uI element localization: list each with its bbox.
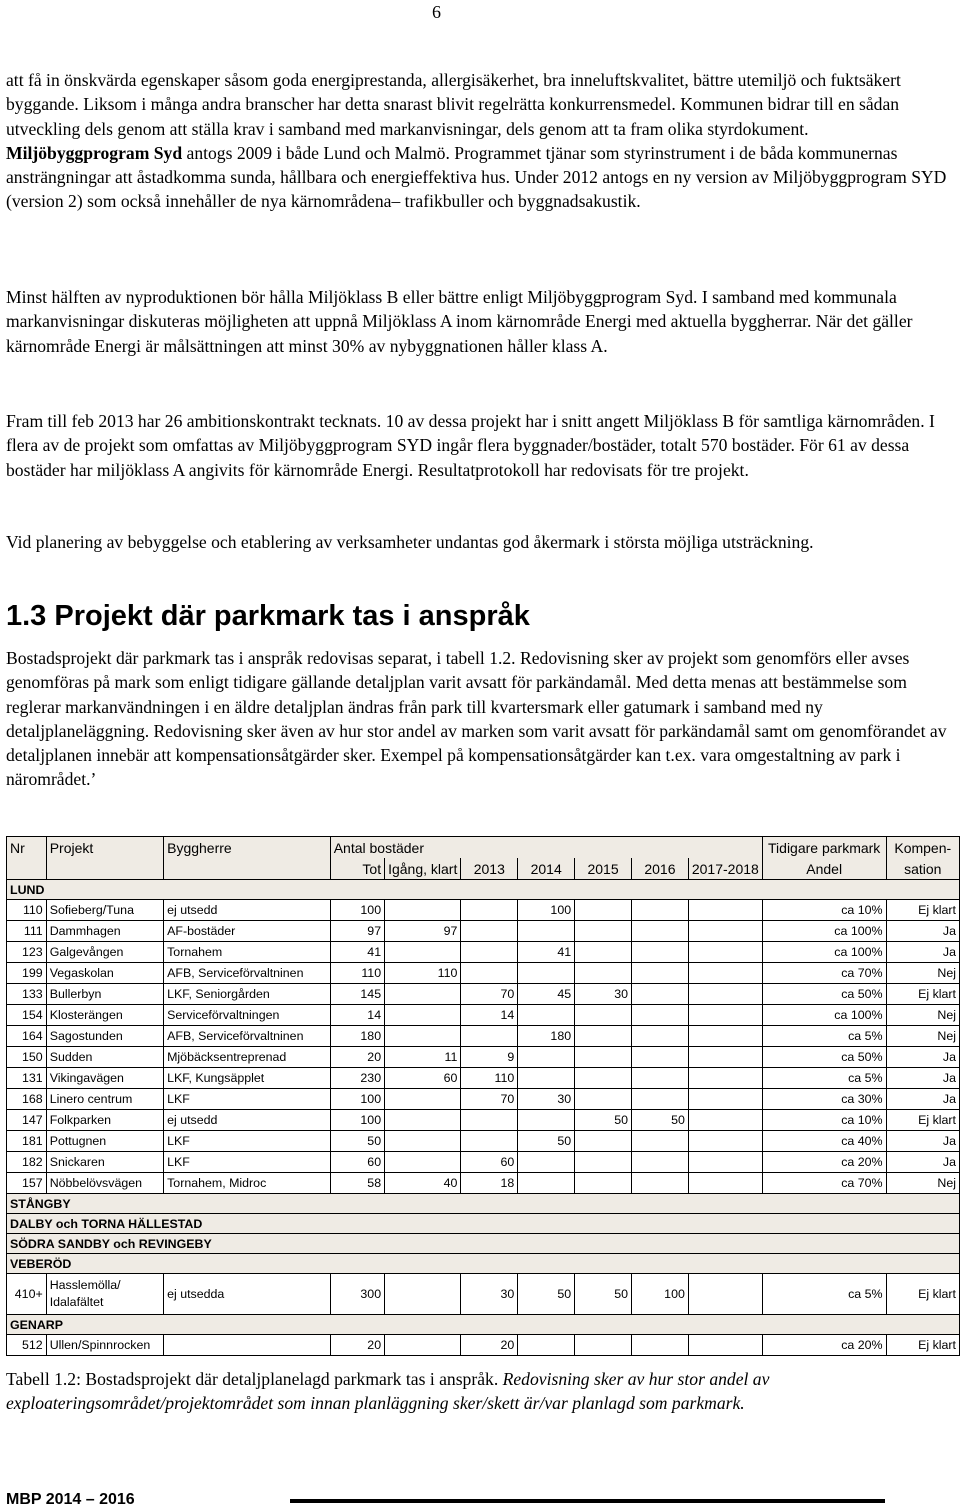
cell-2016	[631, 984, 688, 1005]
paragraph-intro-part2: antogs 2009 i både Lund och Malmö. Programmet tjänar som styrinstrument i de båda kommunernas ansträngningar att åstadkomma sunda, hållbara och energieffektiva hus. Under 2012 antogs en ny version av Miljöbyggprogram SYD (version 2) som också innehåller de nya kärnområdena– trafikbuller och byggnadsakustik.	[6, 142, 947, 212]
cell-2015	[575, 1173, 632, 1194]
cell-2013	[461, 963, 518, 984]
cell-2013	[461, 900, 518, 921]
cell-2013: 18	[461, 1173, 518, 1194]
paragraph-intro	[6, 68, 950, 214]
page-number: 6	[432, 2, 441, 22]
cell-byggherre: AF-bostäder	[164, 921, 331, 942]
cell-kompensation: Ej klart	[886, 900, 959, 921]
cell-kompensation: Nej	[886, 1026, 959, 1047]
cell-2016	[631, 1068, 688, 1089]
cell-2016	[631, 963, 688, 984]
cell-2014	[518, 1005, 575, 1026]
cell-nr: 150	[7, 1047, 47, 1068]
cell-tot: 100	[330, 1110, 384, 1131]
cell-2013: 60	[461, 1152, 518, 1173]
section-label-sodra-sandby: SÖDRA SANDBY och REVINGEBY	[7, 1234, 960, 1254]
cell-projekt: Snickaren	[46, 1152, 163, 1173]
cell-tot: 14	[330, 1005, 384, 1026]
cell-projekt: Folkparken	[46, 1110, 163, 1131]
cell-byggherre: Tornahem, Midroc	[164, 1173, 331, 1194]
cell-2016	[631, 1335, 688, 1356]
cell-kompensation: Ja	[886, 942, 959, 963]
cell-nr: 157	[7, 1173, 47, 1194]
cell-2013: 14	[461, 1005, 518, 1026]
cell-igang	[385, 1152, 461, 1173]
cell-byggherre: LKF	[164, 1089, 331, 1110]
cell-2016: 100	[631, 1274, 688, 1315]
cell-igang	[385, 1131, 461, 1152]
cell-byggherre: Mjöbäcksentreprenad	[164, 1047, 331, 1068]
cell-nr: 131	[7, 1068, 47, 1089]
cell-2017	[688, 942, 762, 963]
cell-2013	[461, 1026, 518, 1047]
cell-byggherre: LKF	[164, 1131, 331, 1152]
cell-igang	[385, 1274, 461, 1315]
cell-2013: 9	[461, 1047, 518, 1068]
header-blank	[164, 858, 331, 880]
cell-2014	[518, 1335, 575, 1356]
section-row-lund	[7, 880, 960, 900]
paragraph-akermark: Vid planering av bebyggelse och etablering av verksamheter undantas god åkermark i största möjliga utsträckning.	[6, 532, 814, 552]
cell-tot: 145	[330, 984, 384, 1005]
cell-2014: 100	[518, 900, 575, 921]
cell-kompensation: Ja	[886, 921, 959, 942]
cell-byggherre: Serviceförvaltningen	[164, 1005, 331, 1026]
table-row	[7, 1335, 960, 1356]
table-row	[7, 1026, 960, 1047]
cell-andel: ca 100%	[762, 1005, 886, 1026]
cell-2016	[631, 1026, 688, 1047]
header-igang: Igång, klart	[385, 858, 461, 880]
cell-nr: 147	[7, 1110, 47, 1131]
cell-tot: 20	[330, 1335, 384, 1356]
cell-2015	[575, 1026, 632, 1047]
header-blank	[7, 858, 47, 880]
table-row	[7, 1005, 960, 1026]
cell-2016: 50	[631, 1110, 688, 1131]
cell-kompensation: Nej	[886, 1173, 959, 1194]
header-antal-bostader: Antal bostäder	[330, 837, 762, 859]
cell-kompensation: Ja	[886, 1068, 959, 1089]
cell-nr: 168	[7, 1089, 47, 1110]
cell-tot: 100	[330, 900, 384, 921]
table-row	[7, 984, 960, 1005]
cell-2016	[631, 1173, 688, 1194]
cell-2016	[631, 1131, 688, 1152]
cell-2015	[575, 963, 632, 984]
table-row	[7, 900, 960, 921]
header-nr: Nr	[7, 837, 47, 859]
cell-2015	[575, 1089, 632, 1110]
cell-2017	[688, 1274, 762, 1315]
section-row-sodra-sandby	[7, 1234, 960, 1254]
cell-kompensation: Nej	[886, 1005, 959, 1026]
cell-tot: 58	[330, 1173, 384, 1194]
cell-2013	[461, 1131, 518, 1152]
cell-igang	[385, 1005, 461, 1026]
section-row-veberod	[7, 1254, 960, 1274]
cell-kompensation: Nej	[886, 963, 959, 984]
cell-2014	[518, 1110, 575, 1131]
cell-nr: 123	[7, 942, 47, 963]
paragraph-parkmark: Bostadsprojekt där parkmark tas i anspråk redovisas separat, i tabell 1.2. Redovisning sker av projekt som genomförs eller avses genomföras på mark som enligt tidigare gällande detaljplan varit avsatt för parkändamål. Med detta menas att bestämmelse som reglerar markanvändningen i en äldre detaljplan ändras från park till kvartersmark eller gatumark i samband med ny detaljplaneläggning. Redovisning sker även av hur stor andel av marken som varit avsatt för parkändamål samt om genomförandet av detaljplanen innebär att kompensationsåtgärder sker. Exempel på kompensationsåtgärder kan t.ex. vara omgestaltning av park i närområdet.’	[6, 648, 947, 790]
cell-projekt: Linero centrum	[46, 1089, 163, 1110]
cell-andel: ca 30%	[762, 1089, 886, 1110]
cell-projekt: Pottugnen	[46, 1131, 163, 1152]
section-label-veberod: VEBERÖD	[7, 1254, 960, 1274]
cell-2015	[575, 921, 632, 942]
cell-byggherre: ej utsedd	[164, 1110, 331, 1131]
cell-2014: 50	[518, 1274, 575, 1315]
cell-igang: 40	[385, 1173, 461, 1194]
cell-tot: 50	[330, 1131, 384, 1152]
header-byggherre: Byggherre	[164, 837, 331, 859]
cell-projekt: Dammhagen	[46, 921, 163, 942]
cell-andel: ca 70%	[762, 963, 886, 984]
table-row	[7, 1274, 960, 1315]
cell-2013	[461, 921, 518, 942]
header-projekt: Projekt	[46, 837, 163, 859]
footer-rule	[290, 1499, 885, 1503]
cell-andel: ca 100%	[762, 921, 886, 942]
cell-2015	[575, 1047, 632, 1068]
section-heading: 1.3 Projekt där parkmark tas i anspråk	[6, 600, 530, 632]
cell-byggherre: ej utsedd	[164, 900, 331, 921]
cell-2015	[575, 1152, 632, 1173]
cell-projekt: Vikingavägen	[46, 1068, 163, 1089]
cell-2016	[631, 1047, 688, 1068]
table-row	[7, 1173, 960, 1194]
header-2014: 2014	[518, 858, 575, 880]
header-tot: Tot	[330, 858, 384, 880]
paragraph-miljoklass: Minst hälften av nyproduktionen bör hålla Miljöklass B eller bättre enligt Miljöbyggprogram Syd. I samband med kommunala markanvisningar diskuteras möjligheten att uppnå Miljöklass A inom kärnområde Energi med aktuella byggherrar. När det gäller kärnområde Energi är målsättningen att minst 30% av nybyggnationen håller klass A.	[6, 287, 913, 356]
cell-nr: 110	[7, 900, 47, 921]
cell-2014: 50	[518, 1131, 575, 1152]
cell-andel: ca 10%	[762, 900, 886, 921]
cell-andel: ca 10%	[762, 1110, 886, 1131]
paragraph-ambitionskontrakt: Fram till feb 2013 har 26 ambitionskontrakt tecknats. 10 av dessa projekt har i snitt angett Miljöklass B för samtliga kärnområden. I flera av de projekt som omfattas av Miljöbyggprogram SYD ingår flera byggnader/bostäder, totalt 570 bostäder. För 61 av dessa bostäder har miljöklass A angivits för kärnområde Energi. Resultatprotokoll har redovisats för tre projekt.	[6, 411, 935, 480]
cell-igang: 60	[385, 1068, 461, 1089]
cell-projekt: Nöbbelövsvägen	[46, 1173, 163, 1194]
section-row-dalby	[7, 1214, 960, 1234]
header-andel: Andel	[762, 858, 886, 880]
cell-2015: 50	[575, 1274, 632, 1315]
cell-2013	[461, 1110, 518, 1131]
cell-2015	[575, 1068, 632, 1089]
cell-2017	[688, 900, 762, 921]
cell-2016	[631, 1089, 688, 1110]
cell-tot: 180	[330, 1026, 384, 1047]
cell-2016	[631, 1005, 688, 1026]
table-row	[7, 1131, 960, 1152]
section-label-dalby: DALBY och TORNA HÄLLESTAD	[7, 1214, 960, 1234]
cell-projekt: Vegaskolan	[46, 963, 163, 984]
cell-2015	[575, 1335, 632, 1356]
cell-tot: 110	[330, 963, 384, 984]
cell-projekt: Sofieberg/Tuna	[46, 900, 163, 921]
cell-igang: 11	[385, 1047, 461, 1068]
cell-andel: ca 5%	[762, 1068, 886, 1089]
cell-nr: 512	[7, 1335, 47, 1356]
cell-2017	[688, 1068, 762, 1089]
table-row	[7, 1068, 960, 1089]
cell-kompensation: Ej klart	[886, 1335, 959, 1356]
cell-2014	[518, 1047, 575, 1068]
section-row-genarp	[7, 1315, 960, 1335]
parkmark-table	[6, 836, 960, 1356]
cell-kompensation: Ja	[886, 1131, 959, 1152]
cell-nr: 111	[7, 921, 47, 942]
table-row	[7, 1047, 960, 1068]
cell-2017	[688, 1005, 762, 1026]
cell-byggherre: AFB, Serviceförvaltninen	[164, 963, 331, 984]
cell-andel: ca 50%	[762, 1047, 886, 1068]
cell-tot: 60	[330, 1152, 384, 1173]
cell-andel: ca 5%	[762, 1274, 886, 1315]
table-row	[7, 942, 960, 963]
cell-andel: ca 20%	[762, 1152, 886, 1173]
section-label-genarp: GENARP	[7, 1315, 960, 1335]
cell-2016	[631, 1152, 688, 1173]
cell-nr: 410+	[7, 1274, 47, 1315]
cell-kompensation: Ej klart	[886, 1110, 959, 1131]
cell-projekt: Sudden	[46, 1047, 163, 1068]
cell-byggherre: LKF, Seniorgården	[164, 984, 331, 1005]
cell-2017	[688, 1047, 762, 1068]
cell-2014: 41	[518, 942, 575, 963]
cell-2017	[688, 1173, 762, 1194]
section-row-stangby	[7, 1194, 960, 1214]
cell-igang	[385, 1089, 461, 1110]
header-2015: 2015	[575, 858, 632, 880]
cell-andel: ca 50%	[762, 984, 886, 1005]
cell-andel: ca 40%	[762, 1131, 886, 1152]
cell-igang	[385, 1110, 461, 1131]
header-2013: 2013	[461, 858, 518, 880]
section-label-lund: LUND	[7, 880, 960, 900]
cell-byggherre	[164, 1335, 331, 1356]
cell-2015	[575, 942, 632, 963]
cell-kompensation: Ja	[886, 1089, 959, 1110]
cell-igang	[385, 900, 461, 921]
cell-projekt-line1: Hasslemölla/	[49, 1278, 121, 1292]
cell-2013: 30	[461, 1274, 518, 1315]
cell-byggherre: Tornahem	[164, 942, 331, 963]
cell-igang	[385, 1026, 461, 1047]
lund-rows	[7, 900, 960, 1194]
cell-projekt: Sagostunden	[46, 1026, 163, 1047]
cell-igang	[385, 984, 461, 1005]
cell-2016	[631, 900, 688, 921]
header-2016: 2016	[631, 858, 688, 880]
cell-kompensation: Ja	[886, 1047, 959, 1068]
header-kompensation-1: Kompen-	[886, 837, 959, 859]
cell-2014: 180	[518, 1026, 575, 1047]
paragraph-intro-part1: att få in önskvärda egenskaper såsom goda energiprestanda, allergisäkerhet, bra inneluftskvalitet, bättre utemiljö och fuktsäkert byggande. Liksom i många andra branscher har detta snarast blivit regelrätta konkurrensmedel. Kommunen bidrar till en sådan utveckling dels genom att ställa krav i samband med markanvisningar, dels genom att ta fram olika styrdokument.	[6, 70, 901, 139]
cell-2017	[688, 1131, 762, 1152]
cell-2015	[575, 900, 632, 921]
cell-2014	[518, 1068, 575, 1089]
cell-igang	[385, 1335, 461, 1356]
cell-2017	[688, 984, 762, 1005]
cell-igang: 110	[385, 963, 461, 984]
table-caption	[6, 1367, 950, 1416]
cell-2013: 20	[461, 1335, 518, 1356]
cell-tot: 41	[330, 942, 384, 963]
cell-2013: 70	[461, 984, 518, 1005]
table-header-row-2	[7, 858, 960, 880]
cell-2014	[518, 921, 575, 942]
header-2017-2018: 2017-2018	[688, 858, 762, 880]
header-tidigare-parkmark: Tidigare parkmark	[762, 837, 886, 859]
cell-tot: 20	[330, 1047, 384, 1068]
cell-byggherre: LKF	[164, 1152, 331, 1173]
table-row	[7, 1152, 960, 1173]
cell-2015	[575, 1005, 632, 1026]
miljobyggprogram-bold: Miljöbyggprogram Syd	[6, 142, 183, 163]
cell-byggherre: LKF, Kungsäpplet	[164, 1068, 331, 1089]
cell-2017	[688, 963, 762, 984]
cell-andel: ca 20%	[762, 1335, 886, 1356]
table-row	[7, 921, 960, 942]
cell-nr: 199	[7, 963, 47, 984]
cell-2017	[688, 1152, 762, 1173]
cell-projekt	[46, 1274, 163, 1315]
header-blank	[46, 858, 163, 880]
cell-kompensation: Ej klart	[886, 1274, 959, 1315]
cell-2015	[575, 1131, 632, 1152]
cell-igang: 97	[385, 921, 461, 942]
cell-igang	[385, 942, 461, 963]
cell-2017	[688, 1089, 762, 1110]
table-row	[7, 1089, 960, 1110]
cell-2015: 30	[575, 984, 632, 1005]
cell-tot: 300	[330, 1274, 384, 1315]
table-row	[7, 1110, 960, 1131]
cell-byggherre: ej utsedda	[164, 1274, 331, 1315]
cell-2014	[518, 1173, 575, 1194]
cell-2017	[688, 1335, 762, 1356]
cell-projekt: Ullen/Spinnrocken	[46, 1335, 163, 1356]
cell-nr: 154	[7, 1005, 47, 1026]
cell-andel: ca 70%	[762, 1173, 886, 1194]
cell-projekt-line2: Idalafältet	[49, 1295, 104, 1309]
cell-kompensation: Ja	[886, 1152, 959, 1173]
header-kompensation-2: sation	[886, 858, 959, 880]
section-label-stangby: STÅNGBY	[7, 1194, 960, 1214]
cell-nr: 164	[7, 1026, 47, 1047]
cell-2017	[688, 1110, 762, 1131]
cell-2016	[631, 921, 688, 942]
caption-title: Tabell 1.2: Bostadsprojekt där detaljplanelagd parkmark tas i anspråk.	[6, 1369, 503, 1389]
cell-byggherre: AFB, Serviceförvaltninen	[164, 1026, 331, 1047]
caption-note: Redovisning sker av hur stor andel av exploateringsområdet/projektområdet som innan planläggning sker/skett är/var planlagd som parkmark.	[6, 1369, 770, 1414]
cell-2013: 110	[461, 1068, 518, 1089]
table-header-row-1	[7, 837, 960, 859]
cell-tot: 100	[330, 1089, 384, 1110]
cell-tot: 97	[330, 921, 384, 942]
cell-tot: 230	[330, 1068, 384, 1089]
cell-2014	[518, 1152, 575, 1173]
cell-nr: 181	[7, 1131, 47, 1152]
cell-projekt: Bullerbyn	[46, 984, 163, 1005]
cell-andel: ca 5%	[762, 1026, 886, 1047]
cell-2014: 45	[518, 984, 575, 1005]
cell-kompensation: Ej klart	[886, 984, 959, 1005]
cell-2013	[461, 942, 518, 963]
footer-title: MBP 2014 – 2016	[6, 1491, 135, 1508]
cell-2014	[518, 963, 575, 984]
cell-2017	[688, 1026, 762, 1047]
cell-2017	[688, 921, 762, 942]
cell-projekt: Galgevången	[46, 942, 163, 963]
cell-2015: 50	[575, 1110, 632, 1131]
table-row	[7, 963, 960, 984]
cell-andel: ca 100%	[762, 942, 886, 963]
cell-nr: 133	[7, 984, 47, 1005]
cell-2014: 30	[518, 1089, 575, 1110]
cell-2016	[631, 942, 688, 963]
cell-nr: 182	[7, 1152, 47, 1173]
cell-projekt: Klosterängen	[46, 1005, 163, 1026]
cell-2013: 70	[461, 1089, 518, 1110]
